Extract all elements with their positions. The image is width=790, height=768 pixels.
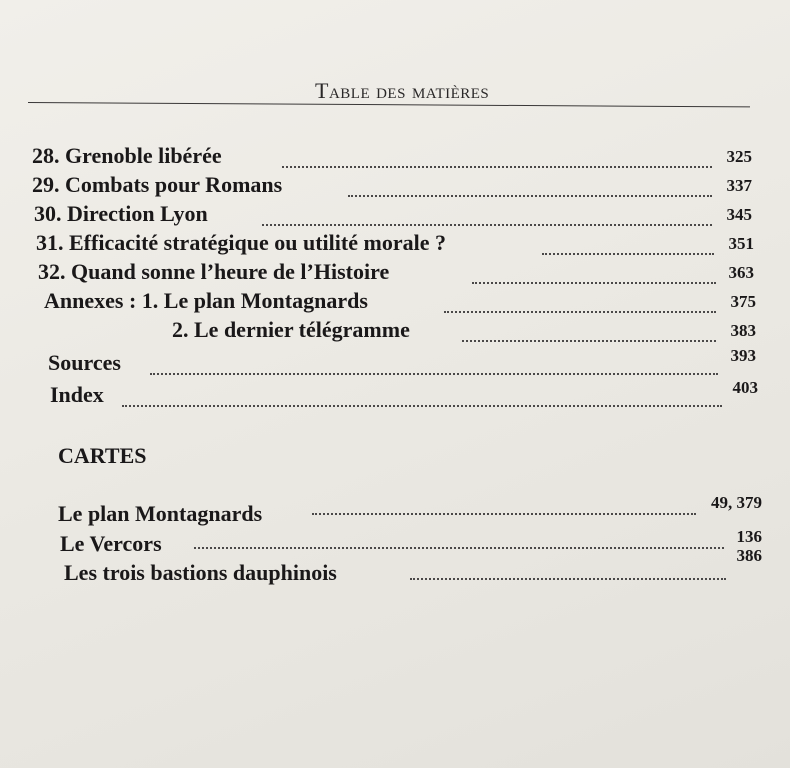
toc-entry-page: 325: [726, 147, 752, 166]
toc-entry-title: Sources: [48, 350, 121, 375]
toc-entry-title: Index: [50, 382, 104, 407]
carte-entry-plan-montagnards[interactable]: [58, 493, 764, 529]
dot-leader: [262, 224, 712, 226]
toc-entry-title: 29. Combats pour Romans: [32, 172, 283, 197]
carte-entry-page: 136: [736, 527, 762, 546]
toc-entry-32[interactable]: [38, 261, 754, 287]
carte-entry-bastions[interactable]: [64, 546, 766, 588]
toc-entry-29[interactable]: [32, 174, 752, 200]
toc-entry-page: 363: [728, 263, 754, 282]
toc-entry-page: 337: [726, 176, 752, 195]
toc-entry-page: 383: [730, 321, 756, 340]
toc-entry-31[interactable]: [36, 232, 754, 258]
dot-leader: [282, 166, 712, 168]
dot-leader: [150, 373, 718, 375]
dot-leader: [348, 195, 712, 197]
dot-leader: [444, 311, 716, 313]
dot-leader: [194, 547, 724, 549]
toc-entry-annexe-2[interactable]: [172, 319, 756, 345]
toc-entry-annexe-1[interactable]: [44, 290, 756, 316]
dot-leader: [312, 513, 696, 515]
carte-entry-page: 386: [736, 546, 762, 565]
toc-entry-title: 28. Grenoble libérée: [32, 143, 222, 168]
dot-leader: [410, 578, 726, 580]
toc-entry-title: 2. Le dernier télégramme: [172, 317, 410, 342]
toc-entry-page: 393: [730, 346, 756, 365]
toc-entry-title: 31. Efficacité stratégique ou utilité morale ?: [36, 230, 446, 255]
toc-entry-30[interactable]: [34, 203, 752, 229]
carte-entry-vercors[interactable]: [60, 527, 764, 559]
dot-leader: [122, 405, 722, 407]
toc-entry-title: Annexes : 1. Le plan Montagnards: [44, 288, 368, 313]
dot-leader: [462, 340, 716, 342]
carte-entry-page: 49, 379: [711, 493, 762, 512]
dot-leader: [472, 282, 716, 284]
carte-entry-title: Les trois bastions dauphinois: [64, 560, 337, 585]
toc-entry-sources[interactable]: [48, 346, 756, 378]
page-header-title: Table des matières: [315, 78, 490, 103]
toc-entry-title: 32. Quand sonne l’heure de l’Histoire: [38, 259, 390, 284]
carte-entry-title: Le Vercors: [60, 531, 162, 556]
toc-entry-page: 375: [730, 292, 756, 311]
carte-entry-title: Le plan Montagnards: [58, 501, 263, 526]
dot-leader: [542, 253, 714, 255]
toc-entry-title: 30. Direction Lyon: [34, 201, 208, 226]
cartes-heading: CARTES: [58, 443, 147, 468]
toc-entry-page: 345: [726, 205, 752, 224]
toc-entry-28[interactable]: [32, 145, 752, 171]
toc-entry-page: 403: [732, 378, 758, 397]
toc-entry-page: 351: [728, 234, 754, 253]
toc-entry-index[interactable]: [50, 378, 758, 410]
